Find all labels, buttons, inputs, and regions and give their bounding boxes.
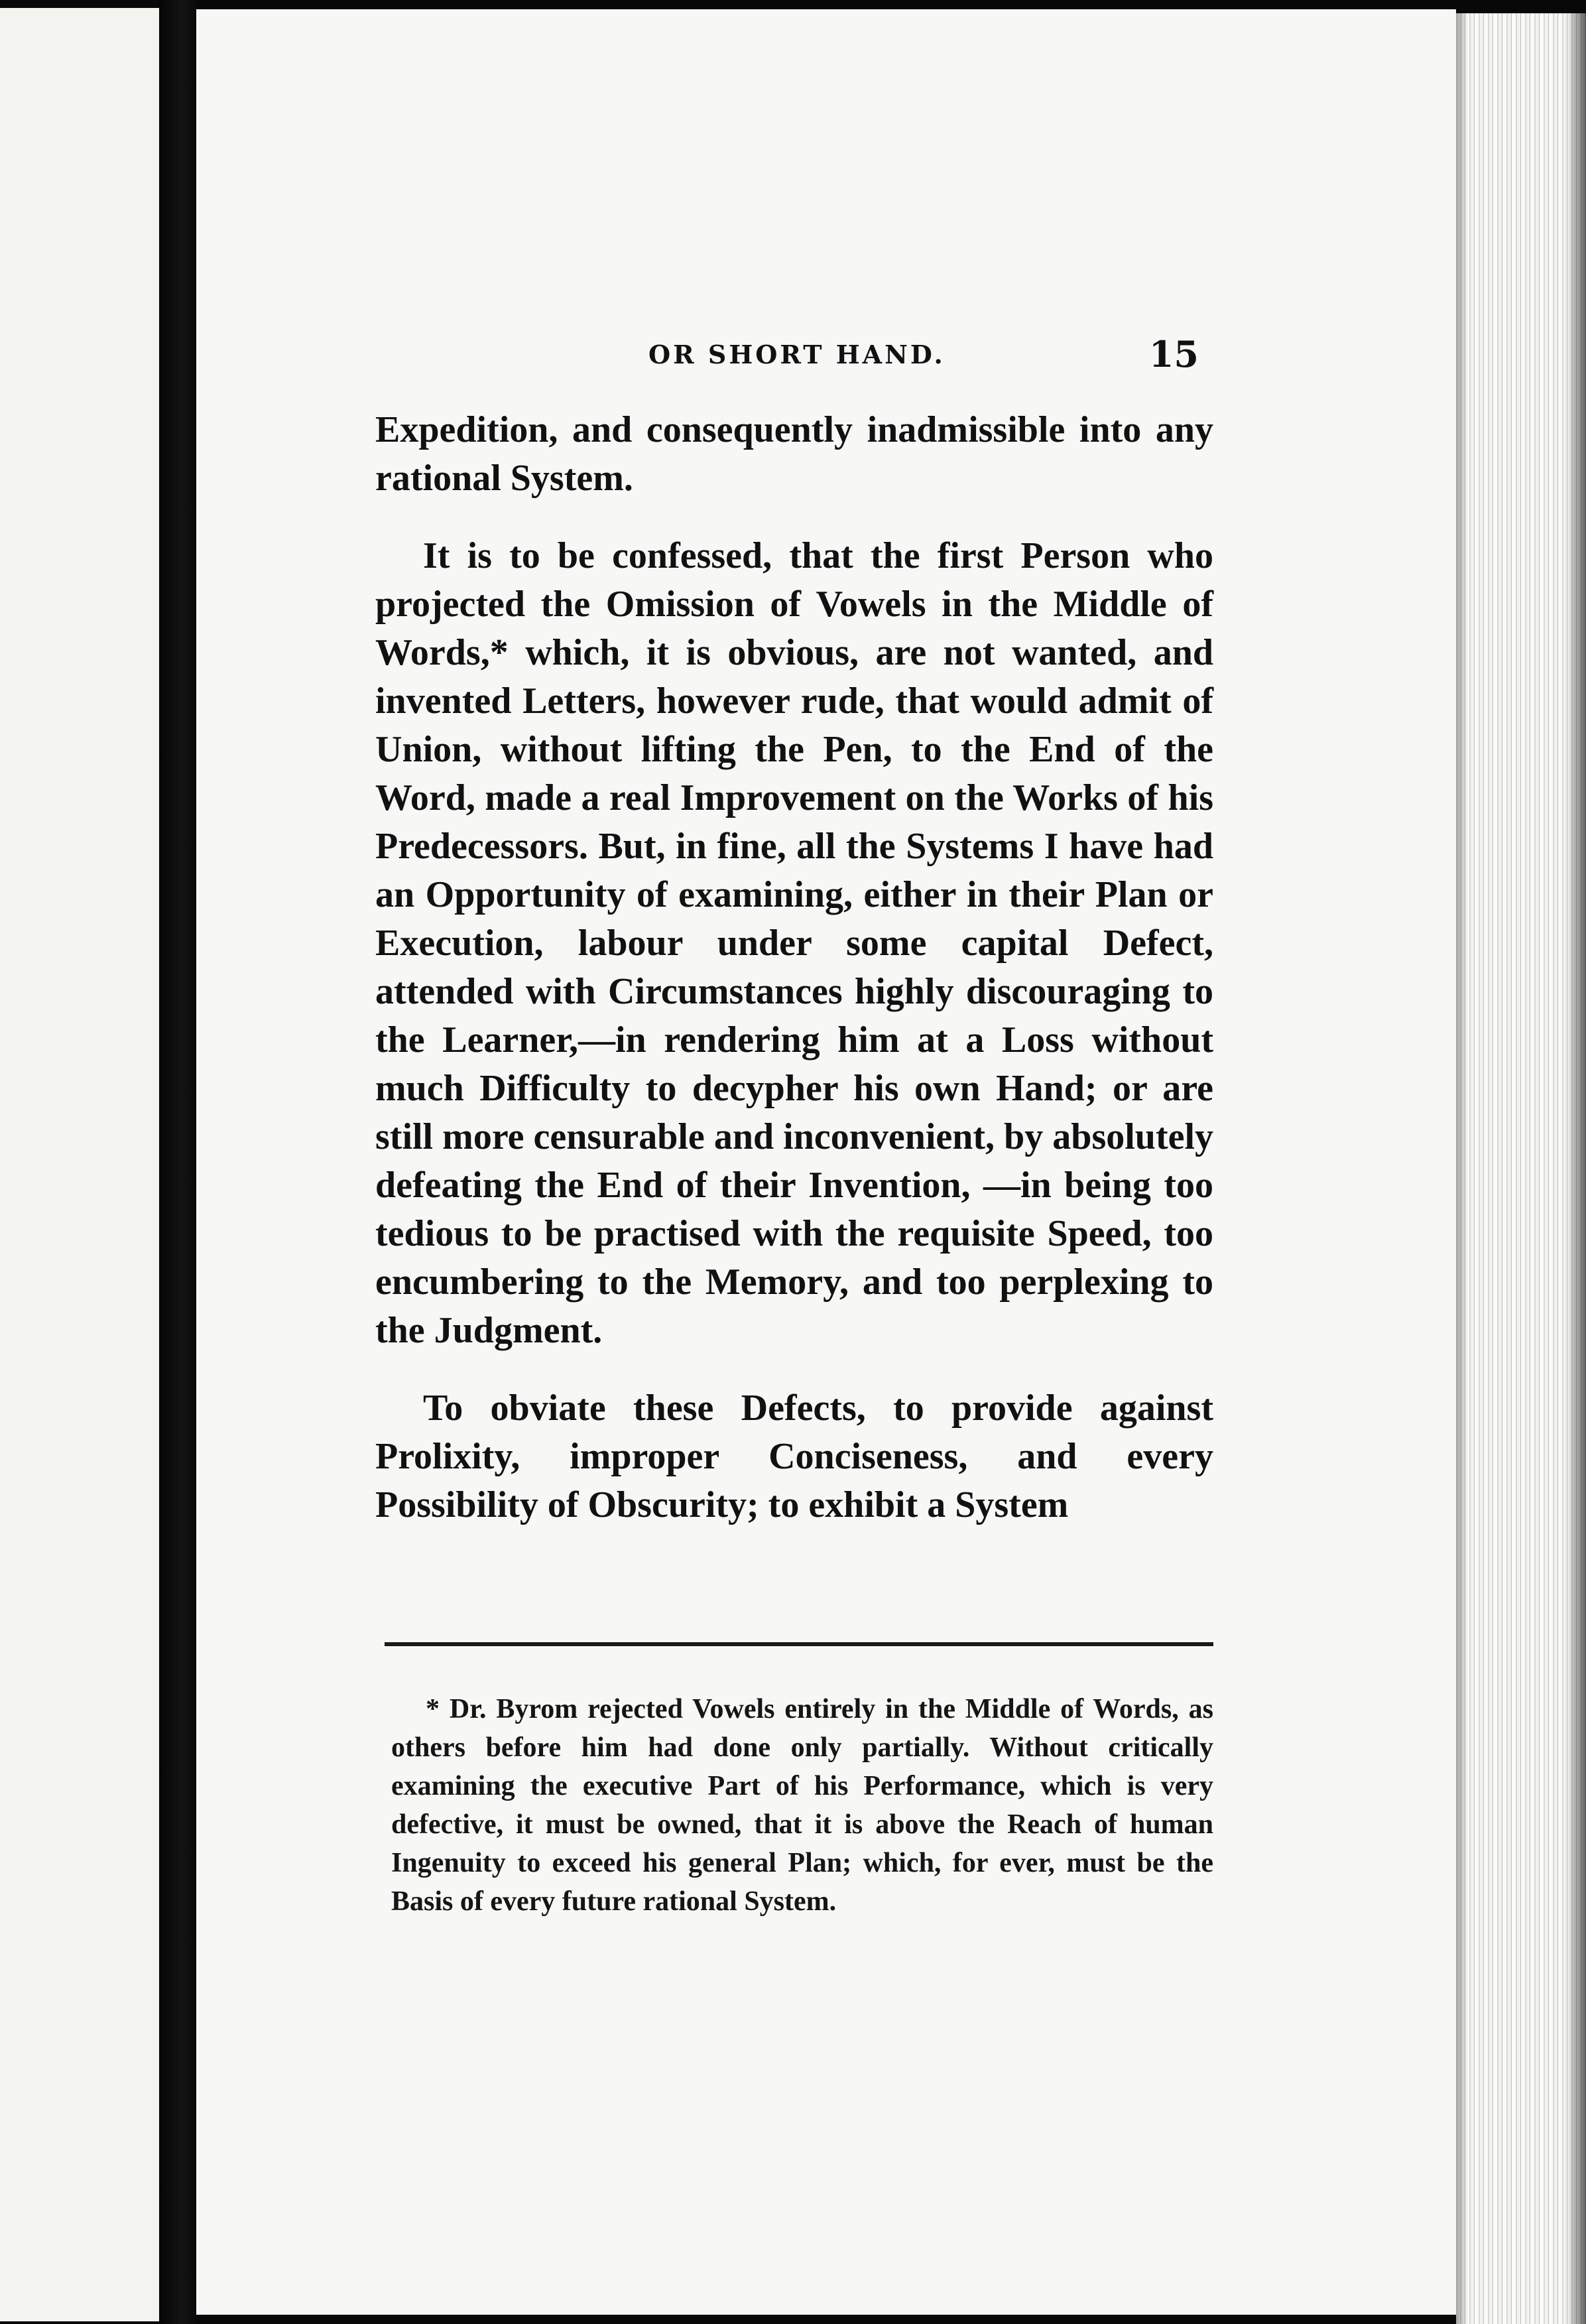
main-text <box>375 406 1213 1529</box>
book-gutter <box>159 0 196 2324</box>
paragraph-2: It is to be confessed, that the first Person who projected the Omission of Vowels in the Middle of Words,* which, it is obvious, are not wanted, and invented Letters, however rude, that would admit of Union, without lifting the Pen, to the End of the Word, made a real Improvement on the Works of his Predecessors. But, in fine, all the Systems I have had an Opportunity of examining, either in their Plan or Execution, labour under some capital Defect, attended with Circumstances highly discouraging to the Learner,—in rendering him at a Loss without much Difficulty to decypher his own Hand; or are still more censurable and inconvenient, by absolutely defeating the End of their Invention, —in being too tedious to be practised with the requisite Speed, too encumbering to the Memory, and too perplexing to the Judgment. <box>375 535 1213 1351</box>
running-head: OR SHORT HAND. <box>648 340 945 369</box>
page-number: 15 <box>1148 333 1199 375</box>
paragraph-spacer <box>375 503 1213 532</box>
page-edges <box>1456 13 1586 2324</box>
page-header <box>371 326 1213 386</box>
previous-page-edge <box>0 8 159 2321</box>
paragraph-spacer <box>375 1355 1213 1384</box>
footnote-rule <box>385 1642 1213 1646</box>
paragraph-3: To obviate these Defects, to provide against Prolixity, improper Conciseness, and every Possibility of Obscurity; to exhibit a System <box>375 1388 1213 1525</box>
paragraph-1: Expedition, and consequently inadmissible into any rational System. <box>375 409 1213 499</box>
footnote: * Dr. Byrom rejected Vowels entirely in the Middle of Words, as others before him had done only partially. Without critically examining the executive Part of his Performance, which is very defective, it must be owned, that it is above the Reach of human Ingenuity to exceed his general Plan; which, for ever, must be the Basis of every future rational System. <box>391 1694 1213 1917</box>
